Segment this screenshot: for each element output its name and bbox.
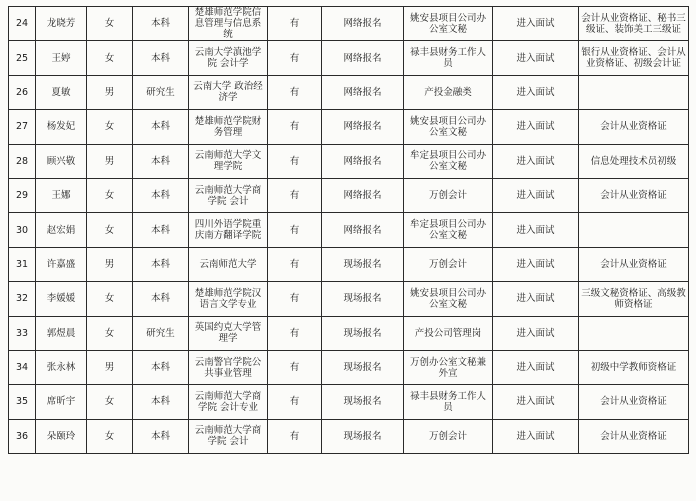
row-number: 26 — [9, 75, 36, 109]
applicant-has-flag: 有 — [268, 419, 322, 453]
applicant-degree: 本科 — [133, 41, 189, 75]
applied-position: 万创会计 — [404, 247, 493, 281]
applicant-name: 夏敏 — [36, 75, 87, 109]
applicant-name: 顾兴敬 — [36, 144, 87, 178]
applicant-name: 杨发妃 — [36, 110, 87, 144]
screening-result: 进入面试 — [493, 178, 579, 212]
applicant-degree: 本科 — [133, 144, 189, 178]
applied-position: 姚安县项目公司办公室文秘 — [404, 110, 493, 144]
screening-result: 进入面试 — [493, 419, 579, 453]
applicant-has-flag: 有 — [268, 350, 322, 384]
applicant-certificates: 信息处理技术员初级 — [579, 144, 689, 178]
row-number: 29 — [9, 178, 36, 212]
applicant-gender: 女 — [87, 178, 133, 212]
applied-position: 牟定县项目公司办公室文秘 — [404, 144, 493, 178]
applicant-degree: 本科 — [133, 213, 189, 247]
row-number: 24 — [9, 7, 36, 41]
applicant-name: 王婷 — [36, 41, 87, 75]
table-row — [9, 316, 689, 350]
row-number: 33 — [9, 316, 36, 350]
applicant-name: 赵宏娟 — [36, 213, 87, 247]
applied-position: 万创办公室文秘兼外宣 — [404, 350, 493, 384]
applicant-certificates: 三级文秘资格证、高级教师资格证 — [579, 282, 689, 316]
applied-position: 禄丰县财务工作人员 — [404, 41, 493, 75]
applicant-degree: 本科 — [133, 7, 189, 41]
applicant-school-major: 楚雄师范学院汉语言文学专业 — [189, 282, 268, 316]
registration-method: 网络报名 — [322, 144, 404, 178]
applicant-has-flag: 有 — [268, 178, 322, 212]
applicant-school-major: 云南警官学院公共事业管理 — [189, 350, 268, 384]
applicant-gender: 女 — [87, 213, 133, 247]
applicant-certificates: 会计从业资格证 — [579, 419, 689, 453]
table-row — [9, 419, 689, 453]
applicant-name: 郭煜晨 — [36, 316, 87, 350]
registration-method: 现场报名 — [322, 419, 404, 453]
table-row — [9, 7, 689, 41]
applicant-certificates: 银行从业资格证、会计从业资格证、初级会计证 — [579, 41, 689, 75]
applicant-degree: 本科 — [133, 110, 189, 144]
applicant-name: 王娜 — [36, 178, 87, 212]
row-number: 34 — [9, 350, 36, 384]
applicant-table-body — [9, 7, 689, 454]
applicant-gender: 女 — [87, 7, 133, 41]
table-row — [9, 213, 689, 247]
applicant-school-major: 云南师范大学商学院 会计专业 — [189, 385, 268, 419]
applicant-school-major: 云南师范大学商学院 会计 — [189, 178, 268, 212]
applicant-degree: 研究生 — [133, 316, 189, 350]
applicant-certificates: 会计从业资格证 — [579, 110, 689, 144]
applicant-gender: 女 — [87, 110, 133, 144]
screening-result: 进入面试 — [493, 350, 579, 384]
table-row — [9, 178, 689, 212]
applicant-gender: 男 — [87, 350, 133, 384]
row-number: 36 — [9, 419, 36, 453]
applied-position: 万创会计 — [404, 178, 493, 212]
screening-result: 进入面试 — [493, 247, 579, 281]
applicant-name: 许嘉盛 — [36, 247, 87, 281]
applied-position: 姚安县项目公司办公室文秘 — [404, 282, 493, 316]
applicant-name: 张永林 — [36, 350, 87, 384]
row-number: 31 — [9, 247, 36, 281]
row-number: 35 — [9, 385, 36, 419]
applicant-gender: 男 — [87, 247, 133, 281]
applicant-name: 李媛媛 — [36, 282, 87, 316]
applicant-gender: 男 — [87, 75, 133, 109]
applicant-school-major: 云南师范大学文理学院 — [189, 144, 268, 178]
applicant-school-major: 云南师范大学商学院 会计 — [189, 419, 268, 453]
row-number: 32 — [9, 282, 36, 316]
applicant-has-flag: 有 — [268, 41, 322, 75]
applied-position: 产投公司管理岗 — [404, 316, 493, 350]
applicant-school-major: 云南大学滇池学院 会计学 — [189, 41, 268, 75]
applicant-has-flag: 有 — [268, 75, 322, 109]
applicant-has-flag: 有 — [268, 144, 322, 178]
applicant-degree: 本科 — [133, 350, 189, 384]
applicant-gender: 女 — [87, 41, 133, 75]
row-number: 28 — [9, 144, 36, 178]
applicant-certificates: 会计从业资格证 — [579, 247, 689, 281]
applicant-school-major: 楚雄师范学院信息管理与信息系统 — [189, 7, 268, 41]
row-number: 27 — [9, 110, 36, 144]
screening-result: 进入面试 — [493, 41, 579, 75]
screening-result: 进入面试 — [493, 75, 579, 109]
applicant-name: 朵颐玲 — [36, 419, 87, 453]
table-row — [9, 144, 689, 178]
applicant-has-flag: 有 — [268, 7, 322, 41]
applicant-school-major: 云南大学 政治经济学 — [189, 75, 268, 109]
applicant-table — [8, 6, 689, 454]
row-number: 30 — [9, 213, 36, 247]
screening-result: 进入面试 — [493, 110, 579, 144]
table-row — [9, 41, 689, 75]
applicant-certificates: 初级中学教师资格证 — [579, 350, 689, 384]
applicant-has-flag: 有 — [268, 316, 322, 350]
applicant-degree: 本科 — [133, 419, 189, 453]
applicant-gender: 女 — [87, 282, 133, 316]
applicant-name: 席昕宇 — [36, 385, 87, 419]
applicant-gender: 女 — [87, 385, 133, 419]
applied-position: 姚安县项目公司办公室文秘 — [404, 7, 493, 41]
applicant-certificates — [579, 213, 689, 247]
applicant-has-flag: 有 — [268, 213, 322, 247]
applicant-has-flag: 有 — [268, 385, 322, 419]
applicant-school-major: 四川外语学院重庆南方翻译学院 — [189, 213, 268, 247]
applicant-gender: 女 — [87, 419, 133, 453]
row-number: 25 — [9, 41, 36, 75]
applicant-name: 龙晓芳 — [36, 7, 87, 41]
applicant-degree: 本科 — [133, 385, 189, 419]
applicant-degree: 本科 — [133, 247, 189, 281]
applicant-certificates: 会计从业资格证、秘书三级证、装饰美工三级证 — [579, 7, 689, 41]
applicant-degree: 研究生 — [133, 75, 189, 109]
table-row — [9, 282, 689, 316]
registration-method: 网络报名 — [322, 110, 404, 144]
applicant-has-flag: 有 — [268, 247, 322, 281]
applicant-school-major: 英国约克大学管理学 — [189, 316, 268, 350]
registration-method: 网络报名 — [322, 213, 404, 247]
registration-method: 现场报名 — [322, 350, 404, 384]
applicant-degree: 本科 — [133, 178, 189, 212]
applicant-degree: 本科 — [133, 282, 189, 316]
registration-method: 现场报名 — [322, 282, 404, 316]
table-row — [9, 350, 689, 384]
screening-result: 进入面试 — [493, 144, 579, 178]
applicant-school-major: 楚雄师范学院财务管理 — [189, 110, 268, 144]
registration-method: 网络报名 — [322, 41, 404, 75]
registration-method: 现场报名 — [322, 316, 404, 350]
registration-method: 现场报名 — [322, 385, 404, 419]
screening-result: 进入面试 — [493, 213, 579, 247]
applicant-certificates — [579, 316, 689, 350]
registration-method: 网络报名 — [322, 178, 404, 212]
screening-result: 进入面试 — [493, 385, 579, 419]
table-row — [9, 385, 689, 419]
screening-result: 进入面试 — [493, 7, 579, 41]
registration-method: 网络报名 — [322, 75, 404, 109]
applicant-has-flag: 有 — [268, 282, 322, 316]
applicant-certificates: 会计从业资格证 — [579, 385, 689, 419]
table-row — [9, 75, 689, 109]
applicant-certificates: 会计从业资格证 — [579, 178, 689, 212]
applied-position: 万创会计 — [404, 419, 493, 453]
applied-position: 禄丰县财务工作人员 — [404, 385, 493, 419]
applied-position: 产投金融类 — [404, 75, 493, 109]
screening-result: 进入面试 — [493, 282, 579, 316]
applicant-gender: 女 — [87, 316, 133, 350]
screening-result: 进入面试 — [493, 316, 579, 350]
applicant-school-major: 云南师范大学 — [189, 247, 268, 281]
applicant-gender: 男 — [87, 144, 133, 178]
applicant-has-flag: 有 — [268, 110, 322, 144]
registration-method: 网络报名 — [322, 7, 404, 41]
applicant-certificates — [579, 75, 689, 109]
table-row — [9, 110, 689, 144]
registration-method: 现场报名 — [322, 247, 404, 281]
table-row — [9, 247, 689, 281]
applied-position: 牟定县项目公司办公室文秘 — [404, 213, 493, 247]
